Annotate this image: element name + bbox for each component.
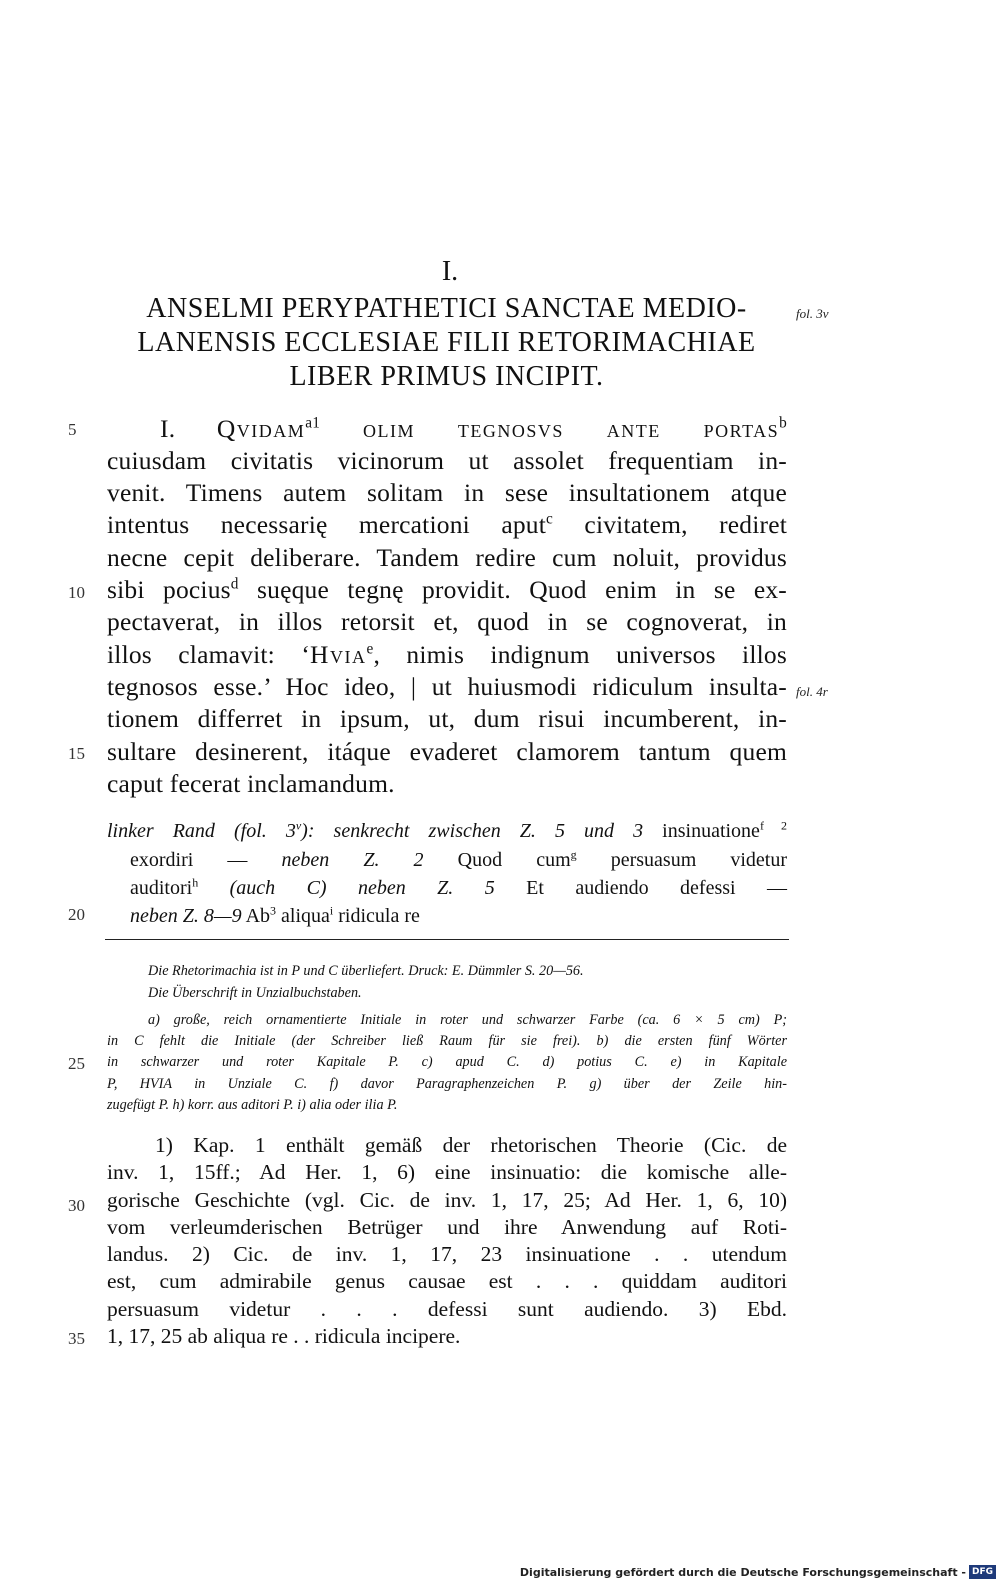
apparatus-line: a) große, reich ornamentierte Initiale in roter und schwarzer Farbe (ca. 6 × 5 cm) P;	[148, 1012, 787, 1028]
main-text-line: cuiusdam civitatis vicinorum ut assolet frequentiam in-	[107, 446, 787, 475]
digitization-credit-text: Digitalisierung gefördert durch die Deutsche Forschungsgemeinschaft -	[519, 1565, 966, 1579]
main-text-line: I. Qvidam$^{a1}$ olim tegnosvs ante portas$^b$	[160, 414, 787, 443]
line-number: 20	[68, 905, 85, 924]
dfg-logo: DFG	[969, 1565, 996, 1579]
marginalia-line: linker Rand (fol. 3$^v$): senkrecht zwischen Z. 5 und 3 insinuatione$^{f 2}$	[107, 818, 787, 842]
title-line-3: LIBER PRIMUS INCIPIT.	[289, 361, 604, 392]
main-text-line: sibi pocius$^d$ suęque tegnę providit. Quod enim in se ex-	[107, 575, 788, 604]
line-number: 35	[68, 1329, 85, 1348]
main-text-line: pectaverat, in illos retorsit et, quod in se cognoverat, in	[107, 607, 787, 636]
title-line-2: LANENSIS ECCLESIAE FILII RETORIMACHIAE	[137, 327, 756, 358]
main-text-line: sultare desinerent, itáque evaderet clamorem tantum quem	[107, 737, 787, 766]
main-text-line: necne cepit deliberare. Tandem redire cum noluit, providus	[107, 543, 787, 572]
commentary-line: est, cum admirabile genus causae est . . . quiddam auditori	[107, 1269, 787, 1293]
marginalia-line: auditori$^h$ (auch C) neben Z. 5 Et audiendo defessi —	[130, 875, 788, 899]
main-text-line: venit. Timens autem solitam in sese insultationem atque	[107, 478, 787, 507]
chapter-number: I.	[441, 256, 459, 287]
title-line-1: ANSELMI PERYPATHETICI SANCTAE MEDIO-	[146, 293, 747, 324]
commentary-line: gorische Geschichte (vgl. Cic. de inv. 1, 17, 25; Ad Her. 1, 6, 10)	[107, 1188, 787, 1212]
apparatus-line: in C fehlt die Initiale (der Schreiber ließ Raum für sie frei). b) die ersten fünf Wörter	[107, 1033, 787, 1049]
commentary-line: 1) Kap. 1 enthält gemäß der rhetorischen Theorie (Cic. de	[155, 1133, 787, 1157]
line-number: 10	[68, 583, 85, 602]
apparatus-line: zugefügt P. h) korr. aus aditori P. i) alia oder ilia P.	[107, 1097, 398, 1113]
line-number: 15	[68, 744, 85, 763]
commentary-line: inv. 1, 15ff.; Ad Her. 1, 6) eine insinuatio: die komische alle-	[107, 1160, 787, 1184]
apparatus-line: in schwarzer und roter Kapitale P. c) apud C. d) potius C. e) in Kapitale	[107, 1054, 787, 1070]
line-number: 25	[68, 1054, 85, 1073]
apparatus-intro: Die Überschrift in Unzialbuchstaben.	[148, 985, 362, 1001]
line-number: 30	[68, 1196, 85, 1215]
main-text-line: tegnosos esse.’ Hoc ideo, | ut huiusmodi ridiculum insulta-	[107, 672, 787, 701]
apparatus-divider	[105, 939, 789, 940]
commentary-line: landus. 2) Cic. de inv. 1, 17, 23 insinuatione . . utendum	[107, 1242, 787, 1266]
apparatus-line: P, HVIA in Unziale C. f) davor Paragraphenzeichen P. g) über der Zeile hin-	[107, 1076, 787, 1092]
folio-marker-4r: fol. 4r	[796, 684, 828, 699]
commentary-line: vom verleumderischen Betrüger und ihre Anwendung auf Roti-	[107, 1215, 787, 1239]
commentary-line: 1, 17, 25 ab aliqua re . . ridicula incipere.	[107, 1324, 461, 1348]
marginalia-line: neben Z. 8—9 Ab$^3$ aliqua$^i$ ridicula re	[130, 903, 420, 927]
line-number: 5	[68, 420, 77, 439]
apparatus-intro: Die Rhetorimachia ist in P und C überliefert. Druck: E. Dümmler S. 20—56.	[148, 963, 584, 979]
commentary-line: persuasum videtur . . . defessi sunt audiendo. 3) Ebd.	[107, 1297, 787, 1321]
digitization-credit	[520, 1565, 996, 1579]
main-text-line: illos clamavit: ‘Hvia$^e$, nimis indignum universos illos	[107, 640, 787, 669]
folio-marker-3v: fol. 3v	[796, 306, 829, 321]
main-text-line: intentus necessarię mercationi aput$^c$ civitatem, rediret	[107, 510, 788, 539]
main-text-line: caput fecerat inclamandum.	[107, 769, 395, 798]
main-text-line: tionem differret in ipsum, ut, dum risui incumberent, in-	[107, 704, 787, 733]
marginalia-line: exordiri — neben Z. 2 Quod cum$^g$ persuasum videtur	[130, 847, 787, 871]
